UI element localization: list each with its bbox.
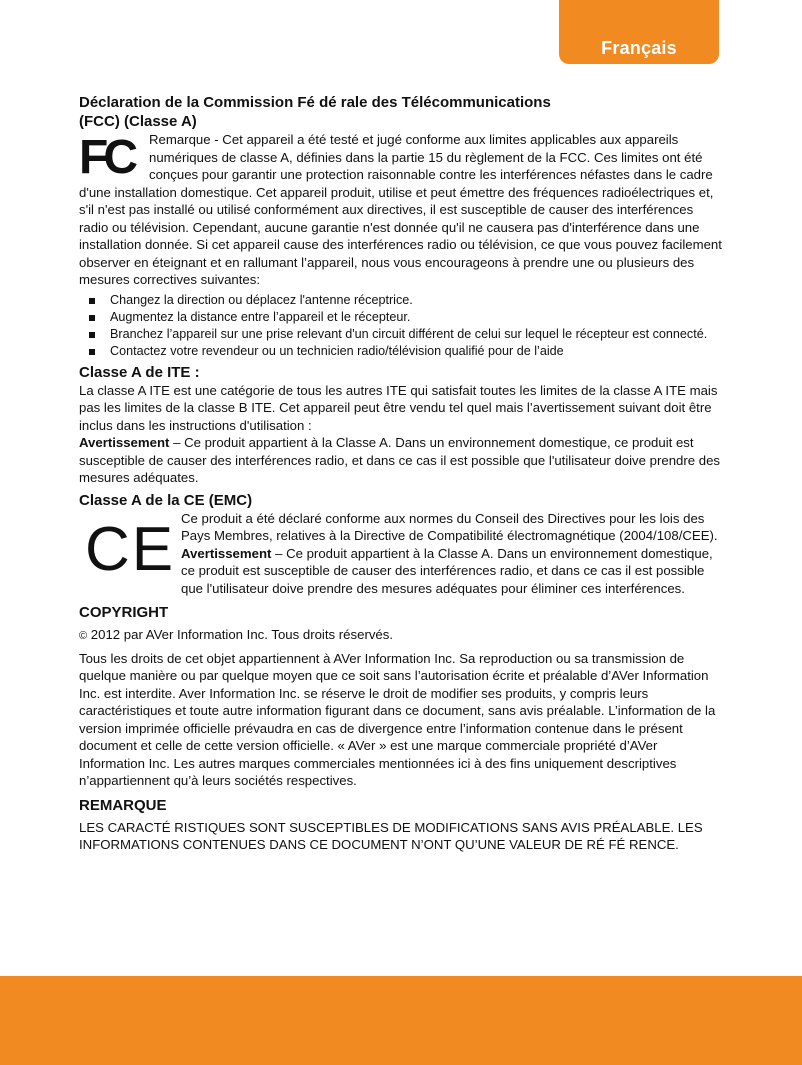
bullet-icon	[89, 315, 95, 321]
list-item: Changez la direction ou déplacez l'antenne réceptrice.	[79, 292, 724, 309]
fcc-title-line2: (FCC) (Classe A)	[79, 113, 197, 130]
fcc-body: Remarque - Cet appareil a été testé et jugé conforme aux limites applicables aux appareils numériques de classe A, définies dans la partie 15 du règlement de la FCC. Ces limites ont été conçues pour garantir une protection raisonnable contre les interférences néfastes dans le cadre d'une installation domestique. Cet appareil produit, utilise et peut émettre des fréquences radioélectriques et, s'il n'est pas installé ou utilisé conformément aux directives, il est susceptible de causer des interférences radio ou télévision. Cependant, aucune garantie n'est donnée qu'il ne causera pas d'interférence dans une installation donnée. Si cet appareil cause des interférences radio ou télévision, ce que vous pouvez facilement observer en éteignant et en rallumant l’appareil, nous vous encourageons à prendre une ou plusieurs des mesures correctives suivantes:	[79, 132, 722, 287]
bullet-icon	[89, 332, 95, 338]
copyright-icon: ©	[79, 630, 88, 642]
language-tab	[559, 0, 719, 64]
copyright-line: © 2012 par AVer Information Inc. Tous droits réservés.	[79, 627, 394, 642]
bullet-icon	[89, 298, 95, 304]
copyright-body: Tous les droits de cet objet appartiennent à AVer Information Inc. Sa reproduction ou sa transmission de quelque manière ou par quelque moyen que ce soit sans l’autorisation écrite et préalable d’AVer Information Inc. est interdite. Aver Information Inc. se réserve le droit de modifier ses produits, y compris leurs caractéristiques et toute autre information figurant dans ce document, sans avis préalable. L’information de la version imprimée officielle prévaudra en cas de divergence entre l’information contenue dans le présent document et celle de cette version officielle. « AVer » est une marque commerciale propriété d’AVer Information Inc. Les autres marques commerciales mentionnées ici à des fins uniquement descriptives n’appartiennent qu’à leurs sociétés respectives.	[79, 650, 716, 788]
list-item: Augmentez la distance entre l’appareil et le récepteur.	[79, 309, 724, 326]
ce-body: Ce produit a été déclaré conforme aux normes du Conseil des Directives pour les lois des Pays Membres, relatives à la Directive de Compatibilité électromagnétique (2004/108/CEE).	[181, 510, 718, 543]
fcc-section	[79, 131, 724, 289]
remarque-body: LES CARACTÉ RISTIQUES SONT SUSCEPTIBLES DE MODIFICATIONS SANS AVIS PRÉALABLE. LES INFORMATIONS CONTENUES DANS CE DOCUMENT N’ONT QU’UNE VALEUR DE RÉ FÉ RENCE.	[79, 819, 703, 852]
fcc-logo-icon	[79, 131, 145, 184]
list-item: Contactez votre revendeur ou un technicien radio/télévision qualifié pour de l’aide	[79, 343, 724, 360]
footer-bar	[0, 976, 802, 1065]
svg-text:CE: CE	[85, 514, 176, 584]
remarque-title: REMARQUE	[79, 796, 167, 814]
fcc-measures-list	[79, 292, 724, 360]
language-label: Français	[601, 38, 677, 58]
svg-text:FC: FC	[79, 131, 133, 184]
ite-warning: Avertissement – Ce produit appartient à la Classe A. Dans un environnement domestique, ce produit est susceptible de causer des interférences radio, et dans ce cas il est possible que l'utilisateur doive prendre des mesures adéquates.	[79, 435, 721, 485]
ite-warning-label: Avertissement	[79, 435, 170, 450]
ce-warning: Avertissement – Ce produit appartient à la Classe A. Dans un environnement domestique, ce produit est susceptible de causer des interférences radio, et dans ce cas il est possible que l'utilisateur doive prendre des mesures adéquates pour éliminer ces interférences.	[181, 545, 713, 596]
ce-section	[79, 510, 724, 598]
ce-title: Classe A de la CE (EMC)	[79, 491, 253, 509]
document-body	[79, 93, 724, 854]
ite-body: La classe A ITE est une catégorie de tous les autres ITE qui satisfait toutes les limites de la classe A ITE mais pas les limites de la classe B ITE. Cet appareil peut être vendu tel quel mais l’avertissement suivant doit être inclus dans les instructions d'utilisation :	[79, 382, 718, 433]
ce-logo-icon	[85, 514, 176, 584]
copyright-title: COPYRIGHT	[79, 604, 169, 621]
ce-warning-label: Avertissement	[181, 545, 272, 561]
fcc-title-line1: Déclaration de la Commission Fé dé rale des Télécommunications	[79, 94, 551, 111]
bullet-icon	[89, 349, 95, 355]
list-item: Branchez l’appareil sur une prise relevant d'un circuit différent de celui sur lequel le récepteur est connecté.	[79, 326, 724, 343]
ite-title: Classe A de ITE :	[79, 363, 200, 381]
